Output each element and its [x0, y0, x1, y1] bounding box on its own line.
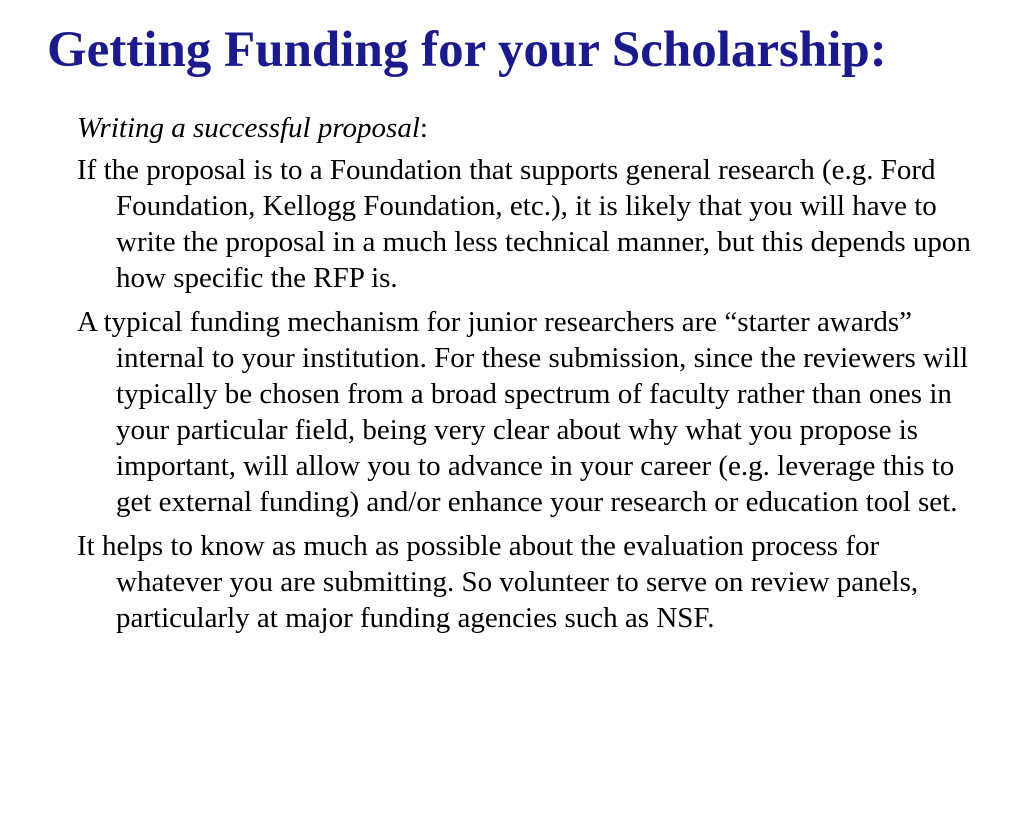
subheading-suffix: : — [419, 112, 428, 144]
subheading-italic: Writing a successful proposal — [77, 112, 420, 144]
paragraph-review-panels: It helps to know as much as possible about the evaluation process for whatever you are submitting. So volunteer to serve on review panels, particularly at major funding agencies such as NSF. — [77, 530, 919, 634]
paragraph-starter-awards: A typical funding mechanism for junior researchers are “starter awards” internal to your institution. For these submission, since the reviewers will typically be chosen from a broad spectrum of faculty rather than ones in your particular field, being very clear about why what you propose is important, will allow you to advance in your career (e.g. leverage this to get external funding) and/or enhance your research or education tool set. — [77, 306, 969, 518]
subheading — [77, 110, 977, 146]
slide-body — [77, 110, 977, 644]
slide-title: Getting Funding for your Scholarship: — [47, 22, 887, 78]
paragraph-foundation: If the proposal is to a Foundation that supports general research (e.g. Ford Foundation, Kellogg Foundation, etc.), it is likely that you will have to write the proposal in a much less technical manner, but this depends upon how specific the RFP is. — [77, 154, 971, 294]
